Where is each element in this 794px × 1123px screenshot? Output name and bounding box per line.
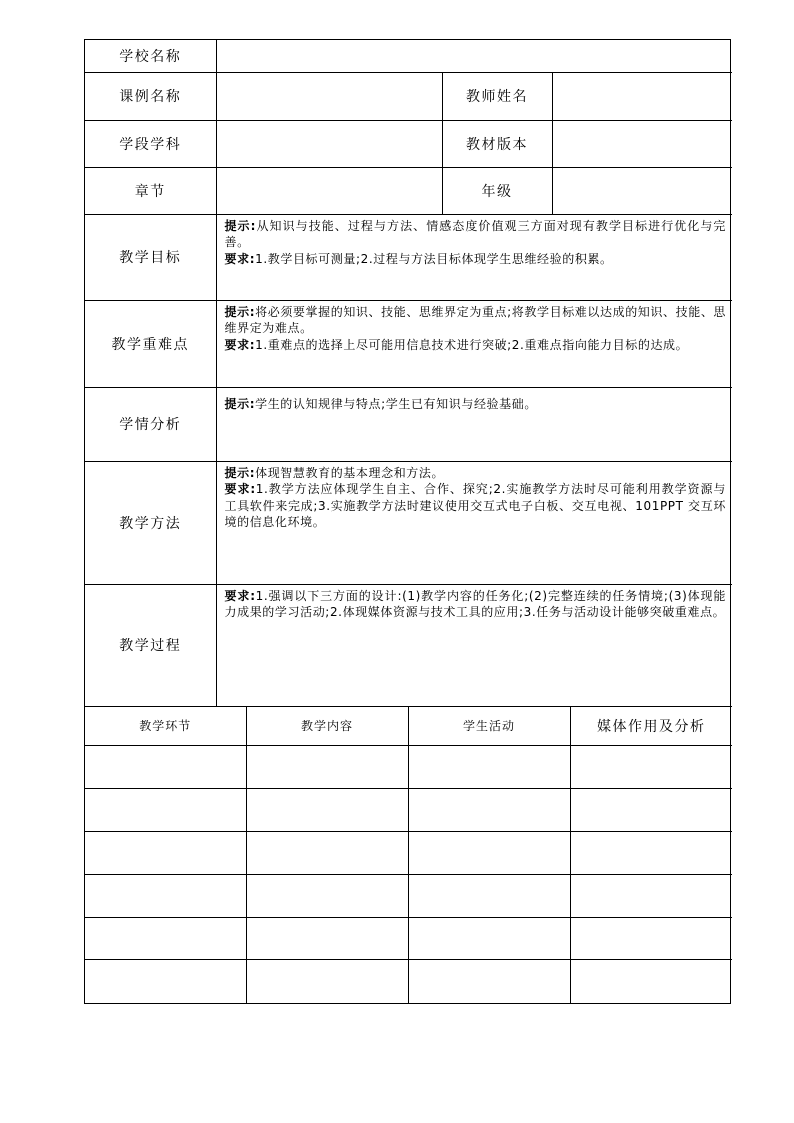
process-field[interactable] xyxy=(216,584,732,706)
column-header-stage: 教学环节 xyxy=(85,707,246,746)
methods-req-text: 1.教学方法应体现学生自主、合作、探究;2.实施教学方法时尽可能利用教学资源与工具软件来完成;3.实施教学方法时建议使用交互式电子白板、交互电视、101PPT 交互环境的信息化环境。 xyxy=(224,482,727,529)
table-cell[interactable] xyxy=(570,875,732,918)
table-row xyxy=(85,875,732,918)
table-row xyxy=(85,832,732,875)
table-cell[interactable] xyxy=(408,960,570,1003)
table-cell[interactable] xyxy=(246,875,408,918)
table-cell[interactable] xyxy=(408,746,570,789)
stage-subject-label: 学段学科 xyxy=(85,120,216,167)
key-points-req-text: 1.重难点的选择上尽可能用信息技术进行突破;2.重难点指向能力目标的达成。 xyxy=(255,337,689,352)
table-cell[interactable] xyxy=(570,746,732,789)
objectives-hint-title: 提示: xyxy=(224,218,257,233)
table-cell[interactable] xyxy=(85,746,246,789)
objectives-hint-text: 从知识与技能、过程与方法、情感态度价值观三方面对现有教学目标进行优化与完善。 xyxy=(224,218,727,249)
teacher-name-field[interactable] xyxy=(552,72,732,120)
chapter-label: 章节 xyxy=(85,167,216,214)
chapter-field[interactable] xyxy=(216,167,442,214)
process-table xyxy=(85,707,732,1003)
lesson-name-label: 课例名称 xyxy=(85,72,216,120)
teacher-name-label: 教师姓名 xyxy=(442,72,552,120)
learner-analysis-hint-text: 学生的认知规律与特点;学生已有知识与经验基础。 xyxy=(255,396,537,411)
grade-field[interactable] xyxy=(552,167,732,214)
table-cell[interactable] xyxy=(570,789,732,832)
table-cell[interactable] xyxy=(408,918,570,960)
methods-label: 教学方法 xyxy=(85,461,216,584)
objectives-req-text: 1.教学目标可测量;2.过程与方法目标体现学生思维经验的积累。 xyxy=(255,251,613,266)
table-cell[interactable] xyxy=(85,789,246,832)
key-points-hint-title: 提示: xyxy=(224,304,256,319)
stage-subject-field[interactable] xyxy=(216,120,442,167)
methods-field[interactable] xyxy=(216,461,732,584)
key-points-label: 教学重难点 xyxy=(85,300,216,387)
objectives-label: 教学目标 xyxy=(85,214,216,300)
table-row xyxy=(85,918,732,960)
methods-req-title: 要求: xyxy=(224,482,256,496)
learner-analysis-field[interactable] xyxy=(216,387,732,461)
column-header-media-analysis: 媒体作用及分析 xyxy=(570,707,732,746)
table-cell[interactable] xyxy=(570,960,732,1003)
table-row xyxy=(85,960,732,1003)
table-cell[interactable] xyxy=(408,875,570,918)
lesson-name-field[interactable] xyxy=(216,72,442,120)
table-cell[interactable] xyxy=(85,918,246,960)
process-table-header xyxy=(85,707,732,746)
table-cell[interactable] xyxy=(246,918,408,960)
key-points-hint-text: 将必须要掌握的知识、技能、思维界定为重点;将教学目标难以达成的知识、技能、思维界定为难点。 xyxy=(224,304,727,335)
table-cell[interactable] xyxy=(246,832,408,875)
textbook-version-field[interactable] xyxy=(552,120,732,167)
objectives-req-title: 要求: xyxy=(224,251,256,266)
textbook-version-label: 教材版本 xyxy=(442,120,552,167)
table-cell[interactable] xyxy=(85,832,246,875)
process-req-text: 1.强调以下三方面的设计:(1)教学内容的任务化;(2)完整连续的任务情境;(3)体现能力成果的学习活动;2.体现媒体资源与技术工具的应用;3.任务与活动设计能够突破重难点。 xyxy=(224,588,727,619)
learner-analysis-label: 学情分析 xyxy=(85,387,216,461)
table-cell[interactable] xyxy=(570,832,732,875)
table-cell[interactable] xyxy=(85,875,246,918)
column-header-content: 教学内容 xyxy=(246,707,408,746)
lesson-plan-form xyxy=(84,39,731,1004)
process-req-title: 要求: xyxy=(224,588,256,603)
methods-hint-text: 体现智慧教育的基本理念和方法。 xyxy=(255,465,445,480)
school-name-field[interactable] xyxy=(216,40,732,72)
school-name-label: 学校名称 xyxy=(85,40,216,72)
table-cell[interactable] xyxy=(246,789,408,832)
methods-hint-title: 提示: xyxy=(224,465,256,480)
key-points-field[interactable] xyxy=(216,300,732,387)
table-cell[interactable] xyxy=(246,746,408,789)
key-points-req-title: 要求: xyxy=(224,337,256,352)
table-cell[interactable] xyxy=(570,918,732,960)
learner-analysis-hint-title: 提示: xyxy=(224,396,256,411)
table-cell[interactable] xyxy=(408,789,570,832)
grade-label: 年级 xyxy=(442,167,552,214)
table-cell[interactable] xyxy=(85,960,246,1003)
table-row xyxy=(85,789,732,832)
process-label: 教学过程 xyxy=(85,584,216,706)
objectives-field[interactable] xyxy=(216,214,732,300)
column-header-student-activity: 学生活动 xyxy=(408,707,570,746)
table-row xyxy=(85,746,732,789)
table-cell[interactable] xyxy=(246,960,408,1003)
lesson-info-table xyxy=(85,40,732,707)
table-cell[interactable] xyxy=(408,832,570,875)
